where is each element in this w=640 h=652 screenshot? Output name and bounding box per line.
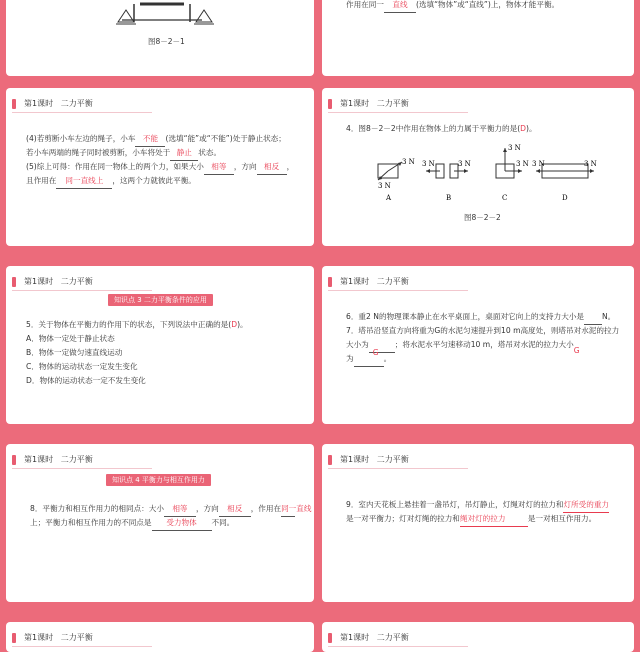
- slide-header: 第1课时 二力平衡: [328, 454, 468, 469]
- slide-header: 第1课时 二力平衡: [12, 276, 152, 291]
- answer: D: [231, 320, 238, 329]
- answer-blank: 不能: [135, 132, 165, 147]
- slide-question-8: [6, 444, 314, 602]
- option-d: D: [562, 194, 568, 202]
- line-5: (5)综上可得：作用在同一物体上的两个力，如果大小 相等 ，方向 相反 ，: [26, 160, 294, 175]
- slide-question-5: [6, 266, 314, 424]
- knowledge-point-tag: 知识点 4 平衡力与相互作用力: [106, 474, 211, 486]
- option-b: B．物体一定做匀速直线运动: [26, 348, 123, 357]
- knowledge-point-tag: 知识点 3 二力平衡条件的应用: [108, 294, 213, 306]
- answer-blank: 绳对灯的拉力: [460, 512, 528, 527]
- answer-blank: 相反: [219, 502, 251, 517]
- answer-blank: [354, 352, 384, 367]
- slide-header: 第1课时 二力平衡: [328, 276, 468, 291]
- force-label: 3 N: [402, 158, 415, 166]
- slide-header: 第1课时 二力平衡: [328, 98, 468, 113]
- question-9: 9．室内天花板上悬挂着一盏吊灯，吊灯静止，灯绳对灯的拉力和灯所受的重力: [346, 498, 609, 513]
- force-label: 3 N: [378, 182, 391, 190]
- answer-blank: 相等: [204, 160, 234, 175]
- answer-blank: 静止: [170, 146, 198, 161]
- answer-g: G: [573, 346, 580, 355]
- option-a: A．物体一定处于静止状态: [26, 334, 115, 343]
- slide-header: 第1课时 二力平衡: [12, 454, 152, 469]
- slide-header: 第1课时 二力平衡: [12, 632, 152, 647]
- line-4: (4)若剪断小车左边的绳子，小车 不能 (选填“能”或“不能”)处于静止状态；: [26, 132, 286, 147]
- diagram-d: [532, 160, 597, 202]
- question-8b: 上；平衡力和相互作用力的不同点是 受力物体 不同。: [30, 516, 234, 531]
- figure-caption: 图8－2－1: [148, 37, 185, 46]
- answer-blank: 直线: [384, 0, 416, 13]
- option-d: D．物体的运动状态一定不发生变化: [26, 376, 146, 385]
- option-c: C: [502, 194, 508, 202]
- slide-question-4: [322, 88, 634, 246]
- option-b: B: [446, 194, 452, 202]
- answer-blank: 受力物体: [152, 516, 212, 531]
- force-label: 3 N: [508, 144, 521, 152]
- question-8: 8．平衡力和相互作用力的相同点：大小 相等 ，方向 相反 ，作用在同一直线: [30, 502, 295, 517]
- answer: D: [520, 124, 527, 133]
- conclusion-text: [346, 0, 559, 13]
- question-4: 4．图8－2－2中作用在物体上的力属于平衡力的是(D)。: [346, 124, 537, 133]
- option-c: C．物体的运动状态一定发生变化: [26, 362, 138, 371]
- answer-g: G: [372, 348, 379, 357]
- diagram-a: [378, 158, 415, 202]
- answer-blank: [584, 310, 602, 325]
- line-5b: 且作用在 同一直线上 ，这两个力就彼此平衡。: [26, 174, 196, 189]
- slide-experiment-conclusion: [6, 88, 314, 246]
- lever-apparatus-figure: [6, 0, 314, 34]
- slide-question-9: [322, 444, 634, 602]
- slide-figure-8-2-1: [6, 0, 314, 76]
- slide-partial-bottom-right: [322, 622, 634, 652]
- question-7b: 大小为 G ；将水泥水平匀速移动10 m，塔吊对水泥的拉力大小G: [346, 338, 580, 353]
- question-7: 7．塔吊沿竖直方向将重为G的水泥匀速提升到10 m高度处，则塔吊对水泥的拉力: [346, 326, 620, 335]
- diagram-c: [496, 144, 529, 202]
- force-label: 3 N: [458, 160, 471, 168]
- force-label: 3 N: [532, 160, 545, 168]
- slide-header: [12, 98, 152, 113]
- answer-blank: 相等: [164, 502, 196, 517]
- answer-blank: 同一直线上: [56, 174, 112, 189]
- slide-questions-6-7: [322, 266, 634, 424]
- topic-label: 二力平衡: [60, 99, 93, 108]
- figure-caption: 图8－2－2: [464, 213, 501, 222]
- text-suffix: (选填“物体”或“直线”)上，物体才能平衡。: [415, 0, 560, 9]
- force-label: 3 N: [584, 160, 597, 168]
- force-label: 3 N: [516, 160, 529, 168]
- answer-blank: 同一直线: [281, 502, 295, 517]
- diagram-b: [422, 160, 471, 202]
- text-prefix: 作用在同一: [346, 0, 384, 9]
- question-5: 5．关于物体在平衡力的作用下的状态，下列说法中正确的是(D)。: [26, 320, 248, 329]
- force-label: 3 N: [422, 160, 435, 168]
- answer-blank: 灯所受的重力: [563, 498, 609, 513]
- line-4b: 若小车两端的绳子同时被剪断，小车将处于 静止 状态。: [26, 146, 221, 161]
- answer-blank: [369, 338, 395, 357]
- question-6: 6．重2 N的物理课本静止在水平桌面上，桌面对它向上的支持力大小是 N。: [346, 310, 615, 325]
- force-diagrams: [322, 142, 634, 204]
- option-a: A: [386, 194, 392, 202]
- slide-header: 第1课时 二力平衡: [328, 632, 468, 647]
- lesson-label: 第1课时: [24, 99, 54, 108]
- answer-blank: 相反: [257, 160, 287, 175]
- slide-conclusion: [322, 0, 634, 76]
- question-9b: 是一对平衡力；灯对灯绳的拉力和绳对灯的拉力 是一对相互作用力。: [346, 512, 596, 527]
- question-7c: 为 。: [346, 352, 391, 367]
- slide-partial-bottom-left: [6, 622, 314, 652]
